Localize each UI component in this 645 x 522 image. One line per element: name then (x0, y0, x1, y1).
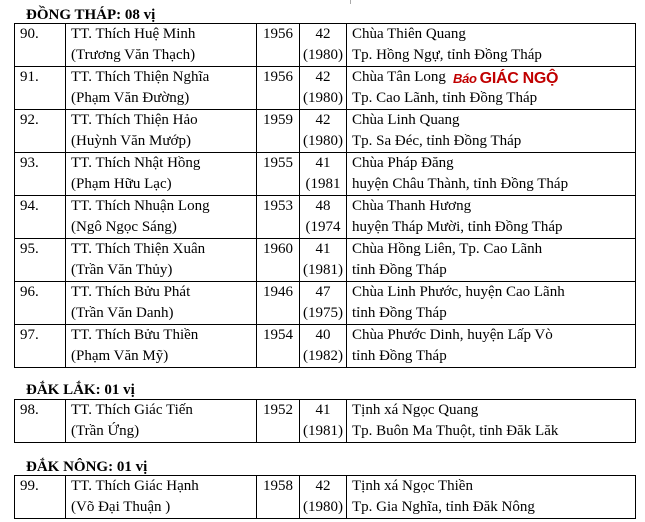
age: 40 (315, 327, 331, 343)
pagoda-address: tỉnh Đồng Tháp (352, 262, 447, 278)
row-number-cell (15, 67, 66, 110)
ordination-year: (1980) (303, 90, 343, 106)
table-row (15, 110, 636, 153)
age-cell (300, 110, 347, 153)
pagoda-address: tỉnh Đồng Tháp (352, 348, 447, 364)
dharma-name: TT. Thích Thiện Hảo (71, 112, 198, 128)
ordination-year: (1982) (303, 348, 343, 364)
row-number: 93. (20, 155, 39, 171)
row-number-cell (15, 239, 66, 282)
pagoda-cell (347, 153, 636, 196)
dharma-name: TT. Thích Huệ Minh (71, 26, 196, 42)
monk-name-cell (66, 400, 257, 443)
lay-name: (Phạm Văn Đường) (71, 90, 190, 106)
pagoda-name: Tịnh xá Ngọc Thiền (352, 478, 473, 494)
lay-name: (Võ Đại Thuận ) (71, 499, 171, 515)
pagoda-cell (347, 282, 636, 325)
monk-name-cell (66, 325, 257, 368)
row-number-cell (15, 153, 66, 196)
monk-name-cell (66, 67, 257, 110)
birth-year-cell (257, 400, 300, 443)
table-row (15, 239, 636, 282)
lay-name: (Trần Văn Thủy) (71, 262, 173, 278)
ordination-year: (1981 (305, 176, 341, 192)
age: 42 (315, 69, 331, 85)
pagoda-cell (347, 24, 636, 67)
dharma-name: TT. Thích Nhuận Long (71, 198, 210, 214)
birth-year-cell (257, 24, 300, 67)
table-row (15, 24, 636, 67)
age: 42 (315, 26, 331, 42)
page-marker (350, 0, 351, 4)
watermark-prefix: Báo (453, 71, 477, 86)
pagoda-name: Tịnh xá Ngọc Quang (352, 402, 479, 418)
row-number-cell (15, 24, 66, 67)
section-heading-dak-lak: ĐẮK LẮK: 01 vị (26, 382, 135, 398)
pagoda-name: Chùa Phước Dinh, huyện Lấp Vò (352, 327, 553, 343)
birth-year-cell (257, 239, 300, 282)
table-row (15, 476, 636, 519)
pagoda-cell (347, 325, 636, 368)
row-number: 91. (20, 69, 39, 85)
birth-year: 1952 (263, 402, 293, 418)
pagoda-address: Tp. Buôn Ma Thuột, tỉnh Đăk Lăk (352, 423, 559, 439)
monk-name-cell (66, 196, 257, 239)
pagoda-address: Tp. Sa Đéc, tỉnh Đồng Tháp (352, 133, 522, 149)
lay-name: (Trương Văn Thạch) (71, 47, 196, 63)
ordination-year: (1975) (303, 305, 343, 321)
birth-year-cell (257, 476, 300, 519)
row-number-cell (15, 325, 66, 368)
birth-year: 1958 (263, 478, 293, 494)
row-number: 96. (20, 284, 39, 300)
ordination-year: (1980) (303, 47, 343, 63)
monk-name-cell (66, 282, 257, 325)
monk-name-cell (66, 24, 257, 67)
dharma-name: TT. Thích Giác Hạnh (71, 478, 199, 494)
birth-year: 1946 (263, 284, 293, 300)
pagoda-name: Chùa Linh Phước, huyện Cao Lãnh (352, 284, 565, 300)
birth-year-cell (257, 196, 300, 239)
section-heading-dong-thap: ĐỒNG THÁP: 08 vị (26, 7, 156, 23)
birth-year-cell (257, 153, 300, 196)
age: 42 (315, 478, 331, 494)
age: 41 (315, 155, 331, 171)
pagoda-name: Chùa Pháp Đăng (352, 155, 454, 171)
pagoda-cell (347, 67, 636, 110)
table-row (15, 153, 636, 196)
age: 48 (315, 198, 331, 214)
ordination-year: (1981) (303, 423, 343, 439)
dharma-name: TT. Thích Thiện Nghĩa (71, 69, 210, 85)
pagoda-name: Chùa Thiên Quang (352, 26, 466, 42)
row-number-cell (15, 400, 66, 443)
age-cell (300, 476, 347, 519)
pagoda-name: Chùa Thanh Hương (352, 198, 472, 214)
monk-name-cell (66, 239, 257, 282)
ordination-year: (1980) (303, 133, 343, 149)
age-cell (300, 67, 347, 110)
age-cell (300, 153, 347, 196)
table-row (15, 196, 636, 239)
table-row (15, 325, 636, 368)
table-dak-lak (14, 399, 636, 443)
pagoda-cell (347, 110, 636, 153)
age: 47 (315, 284, 331, 300)
birth-year-cell (257, 110, 300, 153)
lay-name: (Trần Ứng) (71, 423, 140, 439)
row-number-cell (15, 282, 66, 325)
ordination-year: (1974 (305, 219, 341, 235)
pagoda-address: Tp. Gia Nghĩa, tỉnh Đăk Nông (352, 499, 535, 515)
row-number: 95. (20, 241, 39, 257)
birth-year: 1956 (263, 26, 293, 42)
row-number: 94. (20, 198, 39, 214)
birth-year: 1955 (263, 155, 293, 171)
row-number-cell (15, 196, 66, 239)
pagoda-name: Chùa Tân Long (352, 69, 446, 85)
row-number-cell (15, 110, 66, 153)
pagoda-address: huyện Châu Thành, tỉnh Đồng Tháp (352, 176, 569, 192)
monk-name-cell (66, 476, 257, 519)
monk-name-cell (66, 153, 257, 196)
lay-name: (Phạm Hữu Lạc) (71, 176, 172, 192)
age: 42 (315, 112, 331, 128)
birth-year: 1956 (263, 69, 293, 85)
age: 41 (315, 402, 331, 418)
table-row (15, 400, 636, 443)
table-body (15, 400, 636, 443)
pagoda-cell (347, 476, 636, 519)
birth-year: 1959 (263, 112, 293, 128)
age-cell (300, 196, 347, 239)
dharma-name: TT. Thích Giác Tiến (71, 402, 193, 418)
pagoda-address: huyện Tháp Mười, tỉnh Đồng Tháp (352, 219, 563, 235)
age-cell (300, 24, 347, 67)
row-number: 97. (20, 327, 39, 343)
row-number: 90. (20, 26, 39, 42)
birth-year: 1953 (263, 198, 293, 214)
pagoda-name: Chùa Linh Quang (352, 112, 460, 128)
birth-year-cell (257, 67, 300, 110)
row-number: 99. (20, 478, 39, 494)
age-cell (300, 400, 347, 443)
birth-year: 1960 (263, 241, 293, 257)
pagoda-cell (347, 400, 636, 443)
row-number: 92. (20, 112, 39, 128)
ordination-year: (1981) (303, 262, 343, 278)
table-body (15, 24, 636, 368)
age: 41 (315, 241, 331, 257)
birth-year-cell (257, 282, 300, 325)
pagoda-address: tỉnh Đồng Tháp (352, 305, 447, 321)
lay-name: (Trần Văn Danh) (71, 305, 174, 321)
age-cell (300, 325, 347, 368)
table-row (15, 67, 636, 110)
ordination-year: (1980) (303, 499, 343, 515)
pagoda-name: Chùa Hồng Liên, Tp. Cao Lãnh (352, 241, 543, 257)
age-cell (300, 282, 347, 325)
table-dak-nong (14, 475, 636, 519)
table-dong-thap (14, 23, 636, 368)
watermark-name: GIÁC NGỘ (479, 70, 559, 87)
lay-name: (Phạm Văn Mỹ) (71, 348, 169, 364)
dharma-name: TT. Thích Thiện Xuân (71, 241, 206, 257)
pagoda-cell (347, 239, 636, 282)
table-row (15, 282, 636, 325)
section-heading-dak-nong: ĐẮK NÔNG: 01 vị (26, 459, 148, 475)
pagoda-cell (347, 196, 636, 239)
dharma-name: TT. Thích Nhật Hồng (71, 155, 201, 171)
monk-name-cell (66, 110, 257, 153)
pagoda-address: Tp. Hồng Ngự, tỉnh Đồng Tháp (352, 47, 542, 63)
age-cell (300, 239, 347, 282)
lay-name: (Huỳnh Văn Mướp) (71, 133, 191, 149)
birth-year-cell (257, 325, 300, 368)
dharma-name: TT. Thích Bửu Thiền (71, 327, 199, 343)
newspaper-watermark-logo (453, 70, 558, 88)
row-number: 98. (20, 402, 39, 418)
pagoda-address: Tp. Cao Lãnh, tỉnh Đồng Tháp (352, 90, 538, 106)
dharma-name: TT. Thích Bửu Phát (71, 284, 191, 300)
row-number-cell (15, 476, 66, 519)
table-body (15, 476, 636, 519)
birth-year: 1954 (263, 327, 293, 343)
lay-name: (Ngô Ngọc Sáng) (71, 219, 177, 235)
